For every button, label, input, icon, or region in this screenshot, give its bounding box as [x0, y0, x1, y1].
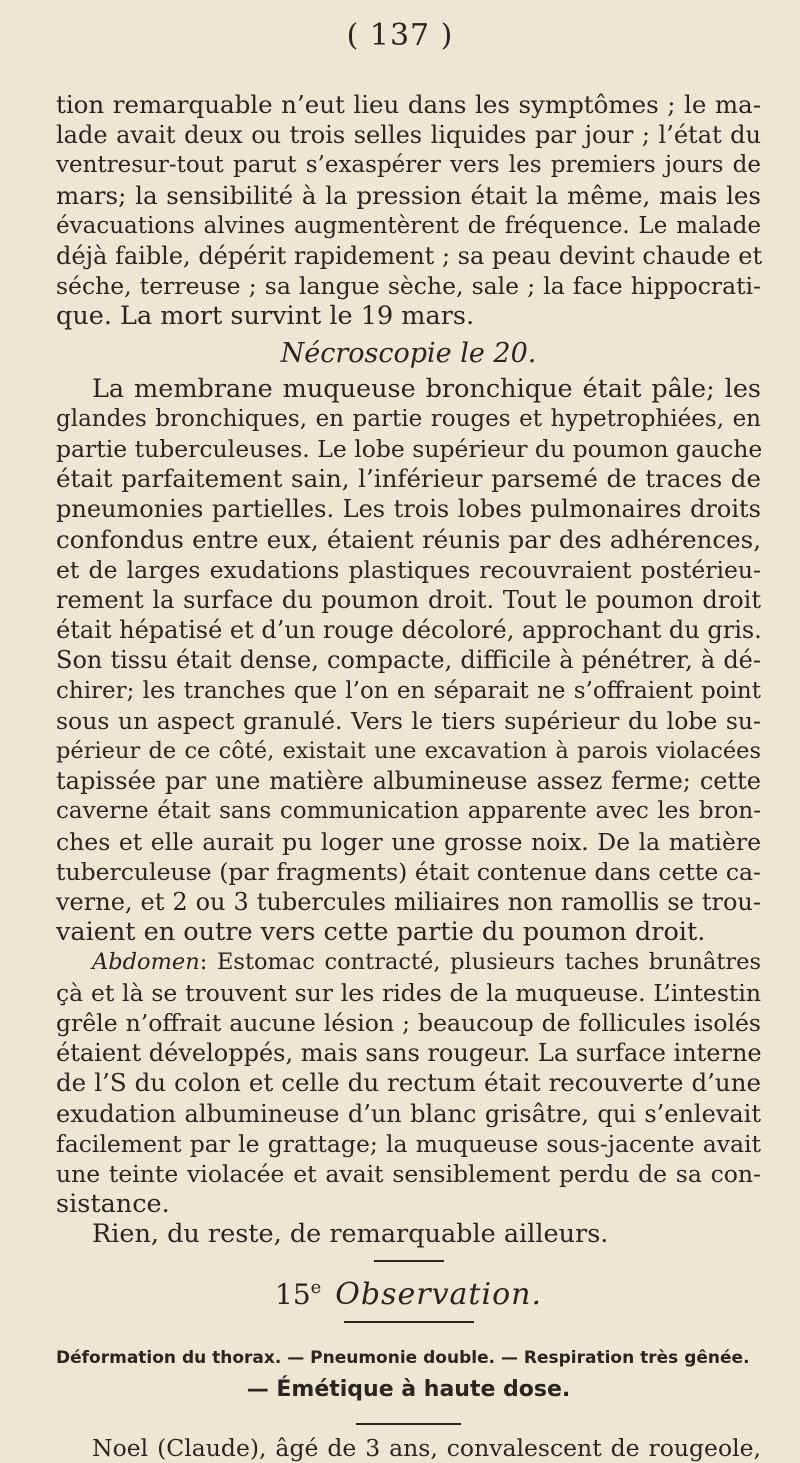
text-line: périeur de ce côté, existait une excavation à parois violacées [56, 738, 761, 765]
text-line: de l’S du colon et celle du rectum était recouverte d’une [56, 1068, 761, 1098]
text-line: tuberculeuse (par fragments) était contenue dans cette ca- [56, 857, 761, 886]
observation-title [56, 1268, 761, 1315]
patient-line: Noel (Claude), âgé de 3 ans, convalescent de rougeole, [92, 1433, 761, 1462]
text-line: séche, terreuse ; sa langue sèche, sale ; la face hippocrati- [56, 272, 761, 301]
text-line: que. La mort survint le 19 mars. [56, 301, 475, 332]
case-summary [56, 1343, 761, 1405]
abdomen-text: : Estomac contracté, plusieurs taches brunâtres [199, 949, 761, 976]
observation-suffix: e [310, 1276, 322, 1298]
text-line: facilement par le grattage; la muqueuse sous-jacente avait [56, 1129, 761, 1158]
text-line: confondus entre eux, étaient réunis par des adhérences, [56, 524, 761, 554]
text-line: tion remarquable n’eut lieu dans les symptômes ; le ma- [56, 90, 761, 119]
text-line: Son tissu était dense, compacte, difficile à pénétrer, à dé- [56, 646, 761, 675]
text-line: caverne était sans communication apparente avec les bron- [56, 798, 761, 825]
text-line: verne, et 2 ou 3 tubercules miliaires non ramollis se trou- [56, 888, 761, 917]
text-line: glandes bronchiques, en partie rouges et hypetrophiées, en [56, 405, 761, 432]
text-line: sous un aspect granulé. Vers le tiers supérieur du lobe su- [56, 706, 761, 735]
divider [374, 1260, 444, 1262]
text-line: pneumonies partielles. Les trois lobes pulmonaires droits [56, 495, 761, 524]
text-line: rement la surface du poumon droit. Tout le poumon droit [56, 586, 761, 615]
text-line: une teinte violacée et avait sensiblement perdu de sa con- [56, 1159, 761, 1188]
text-line: chirer; les tranches que l’on en séparait ne s’offraient point [56, 677, 761, 704]
text-line: était parfaitement sain, l’inférieur parsemé de traces de [56, 464, 761, 494]
observation-word: Observation. [335, 1276, 542, 1312]
text-line: vaient en outre vers cette partie du poumon droit. [56, 917, 706, 948]
summary-line: — Émétique à haute dose. [246, 1376, 571, 1402]
text-line: mars; la sensibilité à la pression était la même, mais les [56, 180, 761, 210]
text-line: grêle n’offrait aucune lésion ; beaucoup de follicules isolés [56, 1008, 761, 1037]
closing-line: Rien, du reste, de remarquable ailleurs. [92, 1219, 609, 1250]
paragraph-symptoms [56, 90, 761, 332]
text-line: tapissée par une matière albumineuse assez ferme; cette [56, 767, 761, 796]
text-line: ches et elle aurait pu loger une grosse noix. De la matière [56, 827, 761, 856]
page-number: ( 137 ) [346, 18, 454, 53]
abdomen-label: Abdomen [92, 949, 200, 976]
text-line: lade avait deux ou trois selles liquides par jour ; l’état du [56, 121, 761, 150]
text-line: évacuations alvines augmentèrent de fréquence. Le malade [56, 212, 761, 239]
divider [344, 1321, 474, 1323]
text-line: et de larges exudations plastiques recouvraient postérieu- [56, 555, 761, 584]
summary-line: Déformation du thorax. — Pneumonie double. — Respiration très gênée. [56, 1347, 750, 1368]
paragraph-necropsy [56, 374, 761, 948]
text-line: déjà faible, dépérit rapidement ; sa peau devint chaude et [56, 242, 763, 271]
text-line: sistance. [56, 1189, 170, 1220]
text-line: partie tuberculeuses. Le lobe supérieur du poumon gauche [56, 435, 763, 464]
text-line: étaient développés, mais sans rougeur. La surface interne [56, 1039, 762, 1068]
observation-number: 15 [275, 1277, 311, 1311]
paragraph-abdomen [56, 947, 761, 1219]
body-text [56, 90, 761, 1463]
text-line: çà et là se trouvent sur les rides de la muqueuse. L’intestin [56, 978, 761, 1007]
text-line: était hépatisé et d’un rouge décoloré, approchant du gris. [56, 616, 762, 645]
text-line: exudation albumineuse d’un blanc grisâtre, qui s’enlevait [56, 1099, 761, 1128]
necropsy-heading: Nécroscopie le 20. [280, 337, 537, 369]
text-line: La membrane muqueuse bronchique était pâle; les [92, 373, 761, 404]
text-line: ventresur-tout parut s’exaspérer vers les premiers jours de [56, 152, 761, 179]
text-line [56, 947, 761, 977]
divider [356, 1423, 461, 1425]
